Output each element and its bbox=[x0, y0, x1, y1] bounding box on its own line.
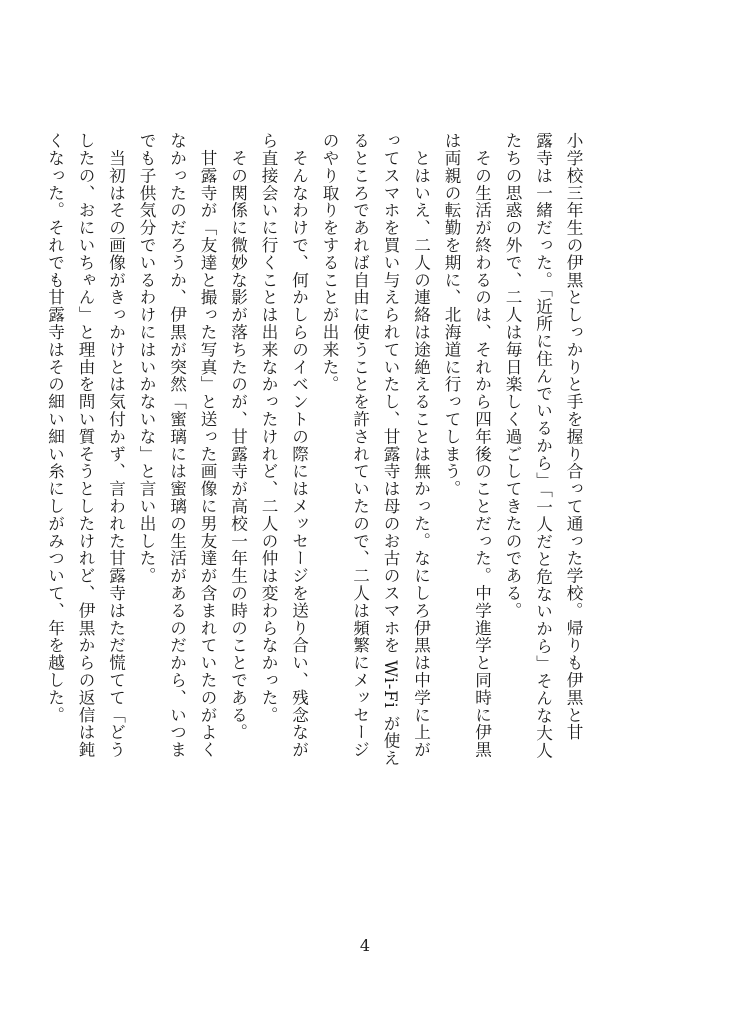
text-line: 甘露寺が「友達と撮った写真」と送った画像に男友達が含まれていたのがよく bbox=[198, 132, 217, 759]
text-line: は両親の転勤を期に、北海道に行ってしまう。 bbox=[442, 132, 461, 498]
text-line: その生活が終わるのは、それから四年後のことだった。中学進学と同時に伊黒 bbox=[472, 132, 492, 759]
text-line: 露寺は一緒だった。「近所に住んでいるから」「一人だと危ないから」そんな大人 bbox=[533, 132, 553, 760]
text-line: 小学校三年生の伊黒としっかりと手を握り合って通った学校。帰りも伊黒と甘 bbox=[564, 132, 583, 741]
text-line: ら直接会いに行くことは出来なかったけれど、二人の仲は変わらなかった。 bbox=[259, 132, 278, 724]
vertical-text-block bbox=[39, 132, 588, 884]
text-line: なかったのだろうか、伊黒が突然「蜜璃には蜜璃の生活があるのだから、いつま bbox=[167, 132, 187, 759]
text-line: るところであれば自由に使うことを許されていたので、二人は頻繁にメッセージ bbox=[350, 132, 370, 759]
text-line: 当初はその画像がきっかけとは気付かず、言われた甘露寺はただ慌てて「どう bbox=[106, 132, 126, 759]
text-line: たちの思惑の外で、二人は毎日楽しく過ごしてきたのである。 bbox=[503, 132, 522, 620]
text-line: その関係に微妙な影が落ちたのが、甘露寺が高校一年生の時のことである。 bbox=[228, 132, 248, 741]
text-line: くなった。それでも甘露寺はその細い細い糸にしがみついて、年を越した。 bbox=[45, 132, 65, 724]
text-line: とはいえ、二人の連絡は途絶えることは無かった。なにしろ伊黒は中学に上が bbox=[411, 132, 431, 759]
text-line: でも子供気分でいるわけにはいかないな」と言い出した。 bbox=[137, 132, 156, 585]
page-number: 4 bbox=[359, 936, 371, 955]
text-line: そんなわけで、何かしらのイベントの際にはメッセージを送り合い、残念なが bbox=[289, 132, 309, 759]
text-line: ってスマホを買い与えられていたし、甘露寺は母のお古のスマホを Wi-Fi が使え bbox=[381, 132, 400, 767]
text-line: のやり取りをすることが出来た。 bbox=[320, 132, 339, 393]
text-line: したの、おにいちゃん」と理由を問い質そうとしたけれど、伊黒からの返信は鈍 bbox=[76, 132, 95, 759]
